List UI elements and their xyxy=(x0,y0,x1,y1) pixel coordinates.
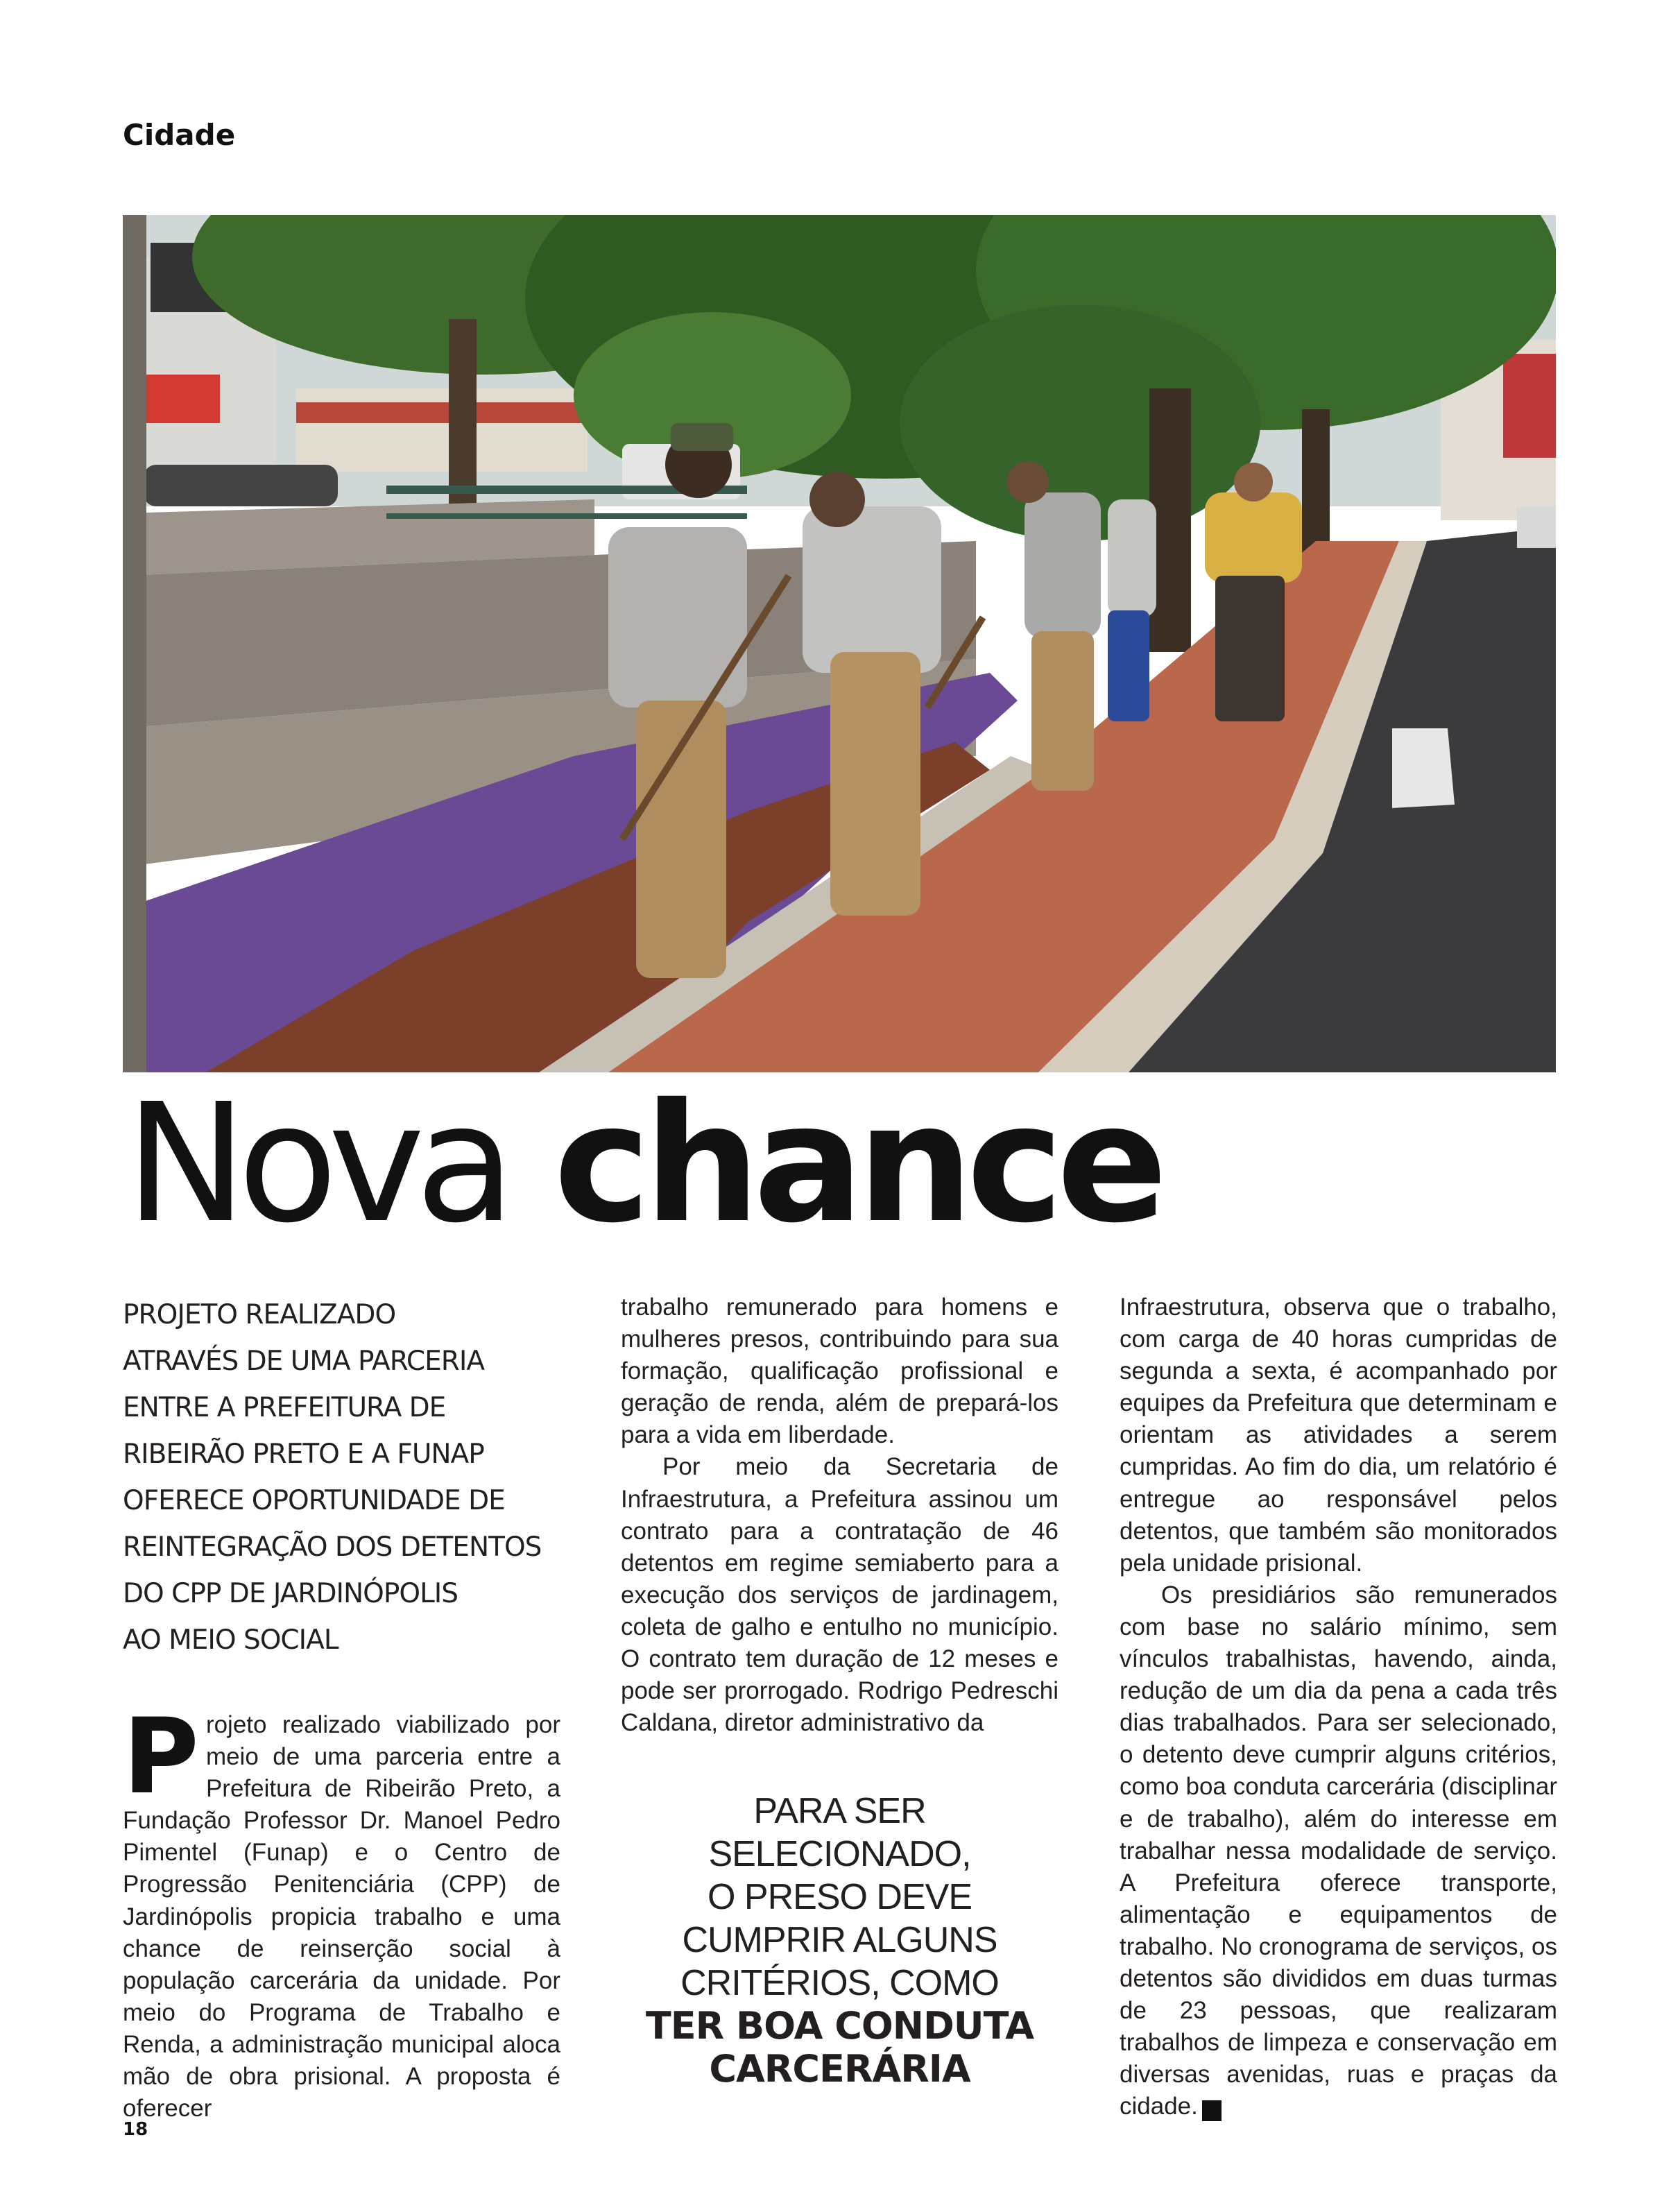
deck-line: OFERECE OPORTUNIDADE DE xyxy=(123,1485,505,1516)
headline-light: Nova xyxy=(125,1068,506,1259)
body-column-3 xyxy=(1120,1292,1557,2123)
deck-line: ATRAVÉS DE UMA PARCERIA xyxy=(123,1346,485,1377)
headline xyxy=(125,1068,1161,1259)
pull-quote-line: O PRESO DEVE xyxy=(708,1877,972,1917)
deck-line: DO CPP DE JARDINÓPOLIS xyxy=(123,1578,458,1609)
end-mark-icon: r xyxy=(1202,2100,1222,2121)
headline-bold: chance xyxy=(554,1068,1161,1259)
deck-line: AO MEIO SOCIAL xyxy=(123,1624,338,1656)
body-paragraph: rojeto realizado viabilizado por meio de uma parceria entre a Prefeitura de Ribeirão Preto, a Fundação Professor Dr. Manoel Pedro Pimentel (Funap) e o Centro de Progressão Penitenciária (CPP) de Jardinópolis propicia trabalho e uma chance de reinserção social à população carcerária da unidade. Por meio do Programa de Trabalho e Renda, a administração municipal aloca mão de obra prisional. A proposta é oferecer xyxy=(123,1711,560,2123)
body-text: Os presidiários são remunerados com base no salário mínimo, sem vínculos trabalhistas, havendo, ainda, redução de um dia da pena a cada três dias trabalhados. Para ser selecionado, o detento deve cumprir alguns critérios, como boa conduta carcerária (disciplinar e de trabalho), além do interesse em trabalhar nessa modalidade de serviço. A Prefeitura oferece transporte, alimentação e equipamentos de trabalho. No cronograma de serviços, os detentos são divididos em duas turmas de 23 pessoas, que realizaram trabalhos de limpeza e conservação em diversas avenidas, ruas e praças da cidade. xyxy=(1120,1581,1557,2120)
workers-photo xyxy=(123,215,1556,1072)
dropcap: P xyxy=(123,1697,199,1817)
deck-line: ENTRE A PREFEITURA DE xyxy=(123,1392,446,1423)
body-column-2 xyxy=(621,1292,1058,1739)
pull-quote-line: CUMPRIR ALGUNS xyxy=(682,1920,997,1960)
body-paragraph: Por meio da Secretaria de Infraestrutura, a Prefeitura assinou um contrato para a contratação de 46 detentos em regime semiaberto para a execução dos serviços de jardinagem, coleta de galho e entulho no município. O contrato tem duração de 12 meses e pode ser prorrogado. Rodrigo Pedreschi Caldana, diretor administrativo da xyxy=(621,1453,1058,1737)
deck xyxy=(123,1292,567,1663)
body-paragraph: trabalho remunerado para homens e mulheres presos, contribuindo para sua formação, qualificação profissional e geração de renda, além de prepará-los para a vida em liberdade. xyxy=(621,1294,1058,1449)
pull-quote-line: CRITÉRIOS, COMO xyxy=(680,1963,999,2003)
pull-quote-emphasis: CARCERÁRIA xyxy=(709,2047,970,2091)
pull-quote-line: SELECIONADO, xyxy=(708,1834,971,1874)
body-paragraph-final xyxy=(1120,1579,1557,2123)
deck-line: PROJETO REALIZADO xyxy=(123,1299,396,1330)
deck-line: REINTEGRAÇÃO DOS DETENTOS xyxy=(123,1532,542,1563)
page-number: 18 xyxy=(123,2119,148,2140)
body-paragraph: Infraestrutura, observa que o trabalho, com carga de 40 horas cumpridas de segunda a sexta, é acompanhado por equipes da Prefeitura que determinam e orientam as atividades a serem cumpridas. Ao fim do dia, um relatório é entregue ao responsável pelos detentos, que também são monitorados pela unidade prisional. xyxy=(1120,1294,1557,1577)
pull-quote-line: PARA SER xyxy=(753,1791,926,1831)
deck-line: RIBEIRÃO PRETO E A FUNAP xyxy=(123,1439,484,1470)
article-photo xyxy=(123,215,1556,1072)
body-column-1 xyxy=(123,1697,560,2125)
pull-quote-emphasis: TER BOA CONDUTA xyxy=(645,2004,1034,2048)
pull-quote xyxy=(621,1790,1058,2091)
section-label: Cidade xyxy=(123,118,236,152)
